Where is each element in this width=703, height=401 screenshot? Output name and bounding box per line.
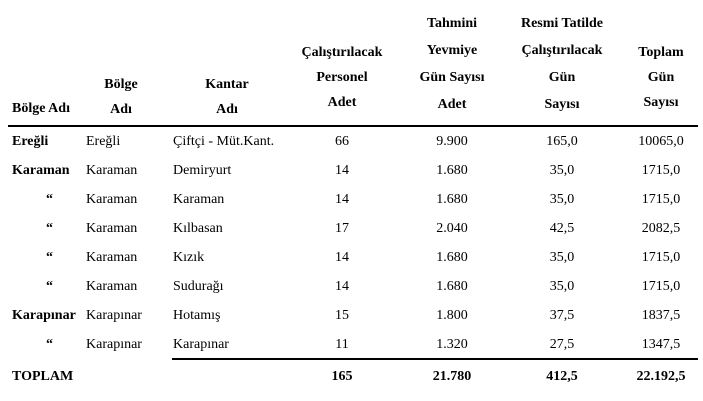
ditto-mark: “ xyxy=(46,192,53,207)
bolge-cell: Karapınar xyxy=(86,337,142,352)
personel-cell: 66 xyxy=(335,134,349,149)
personel-cell: 14 xyxy=(335,250,349,265)
bolge-cell: Karaman xyxy=(86,279,138,294)
personel-cell: 14 xyxy=(335,279,349,294)
yevmiye-cell: 1.800 xyxy=(436,308,468,323)
table-row xyxy=(0,330,703,359)
resmi-cell: 35,0 xyxy=(549,192,575,207)
region-cell: Karaman xyxy=(12,163,70,178)
resmi-cell: 35,0 xyxy=(549,250,575,265)
kantar-cell: Karaman xyxy=(173,192,225,207)
header-toplam: Toplam Gün Sayısı xyxy=(638,45,684,110)
personel-cell: 11 xyxy=(335,337,349,352)
personel-cell: 17 xyxy=(335,221,349,236)
total-toplam: 22.192,5 xyxy=(636,369,686,384)
total-resmi: 412,5 xyxy=(546,369,578,384)
yevmiye-cell: 1.680 xyxy=(436,192,468,207)
ditto-mark: “ xyxy=(46,337,53,352)
kantar-cell: Karapınar xyxy=(173,337,229,352)
header-kantar: Kantar Adı xyxy=(205,77,249,117)
yevmiye-cell: 1.320 xyxy=(436,337,468,352)
resmi-cell: 37,5 xyxy=(549,308,575,323)
header-resmi: Resmi Tatilde Çalıştırılacak Gün Sayısı xyxy=(520,16,604,112)
kantar-cell: Hotamış xyxy=(173,308,221,323)
header-bolge-adi: Bölge Adı xyxy=(12,101,70,116)
table-row xyxy=(0,185,703,214)
kantar-cell: Kızık xyxy=(173,250,205,265)
ditto-mark: “ xyxy=(46,250,53,265)
toplam-cell: 1347,5 xyxy=(641,337,681,352)
kantar-cell: Çiftçi - Müt.Kant. xyxy=(173,134,275,149)
total-yevmiye: 21.780 xyxy=(432,369,472,384)
bolge-cell: Karapınar xyxy=(86,308,142,323)
kantar-cell: Demiryurt xyxy=(173,163,232,178)
toplam-cell: 1715,0 xyxy=(641,279,681,294)
bolge-cell: Karaman xyxy=(86,192,138,207)
resmi-cell: 165,0 xyxy=(546,134,578,149)
table-row xyxy=(0,243,703,272)
resmi-cell: 35,0 xyxy=(549,163,575,178)
personel-cell: 14 xyxy=(335,192,349,207)
ditto-mark: “ xyxy=(46,279,53,294)
toplam-cell: 1715,0 xyxy=(641,192,681,207)
header-personel: Çalıştırılacak Personel Adet xyxy=(301,45,383,110)
yevmiye-cell: 1.680 xyxy=(436,250,468,265)
yevmiye-cell: 2.040 xyxy=(436,221,468,236)
bolge-cell: Karaman xyxy=(86,221,138,236)
toplam-cell: 1715,0 xyxy=(641,163,681,178)
total-personel: 165 xyxy=(331,369,353,384)
total-rule xyxy=(172,358,698,360)
toplam-cell: 1837,5 xyxy=(641,308,681,323)
kantar-cell: Sudurağı xyxy=(173,279,224,294)
personel-cell: 15 xyxy=(335,308,349,323)
toplam-cell: 2082,5 xyxy=(641,221,681,236)
total-label: TOPLAM xyxy=(12,369,74,384)
personel-cell: 14 xyxy=(335,163,349,178)
header-yevmiye: Tahmini Yevmiye Gün Sayısı Adet xyxy=(419,16,485,112)
table-row xyxy=(0,272,703,301)
region-cell: Karapınar xyxy=(12,308,76,323)
yevmiye-cell: 9.900 xyxy=(436,134,468,149)
yevmiye-cell: 1.680 xyxy=(436,279,468,294)
resmi-cell: 27,5 xyxy=(549,337,575,352)
table-row xyxy=(0,301,703,330)
toplam-cell: 10065,0 xyxy=(638,134,684,149)
total-row xyxy=(0,362,703,391)
bolge-cell: Karaman xyxy=(86,250,138,265)
kantar-cell: Kılbasan xyxy=(173,221,223,236)
header-bolge: Bölge Adı xyxy=(104,77,138,117)
resmi-cell: 35,0 xyxy=(549,279,575,294)
table-row xyxy=(0,156,703,185)
resmi-cell: 42,5 xyxy=(549,221,575,236)
bolge-cell: Ereğli xyxy=(86,134,121,149)
bolge-cell: Karaman xyxy=(86,163,138,178)
table-row xyxy=(0,127,703,156)
toplam-cell: 1715,0 xyxy=(641,250,681,265)
table-row xyxy=(0,214,703,243)
ditto-mark: “ xyxy=(46,221,53,236)
yevmiye-cell: 1.680 xyxy=(436,163,468,178)
region-cell: Ereğli xyxy=(12,134,49,149)
